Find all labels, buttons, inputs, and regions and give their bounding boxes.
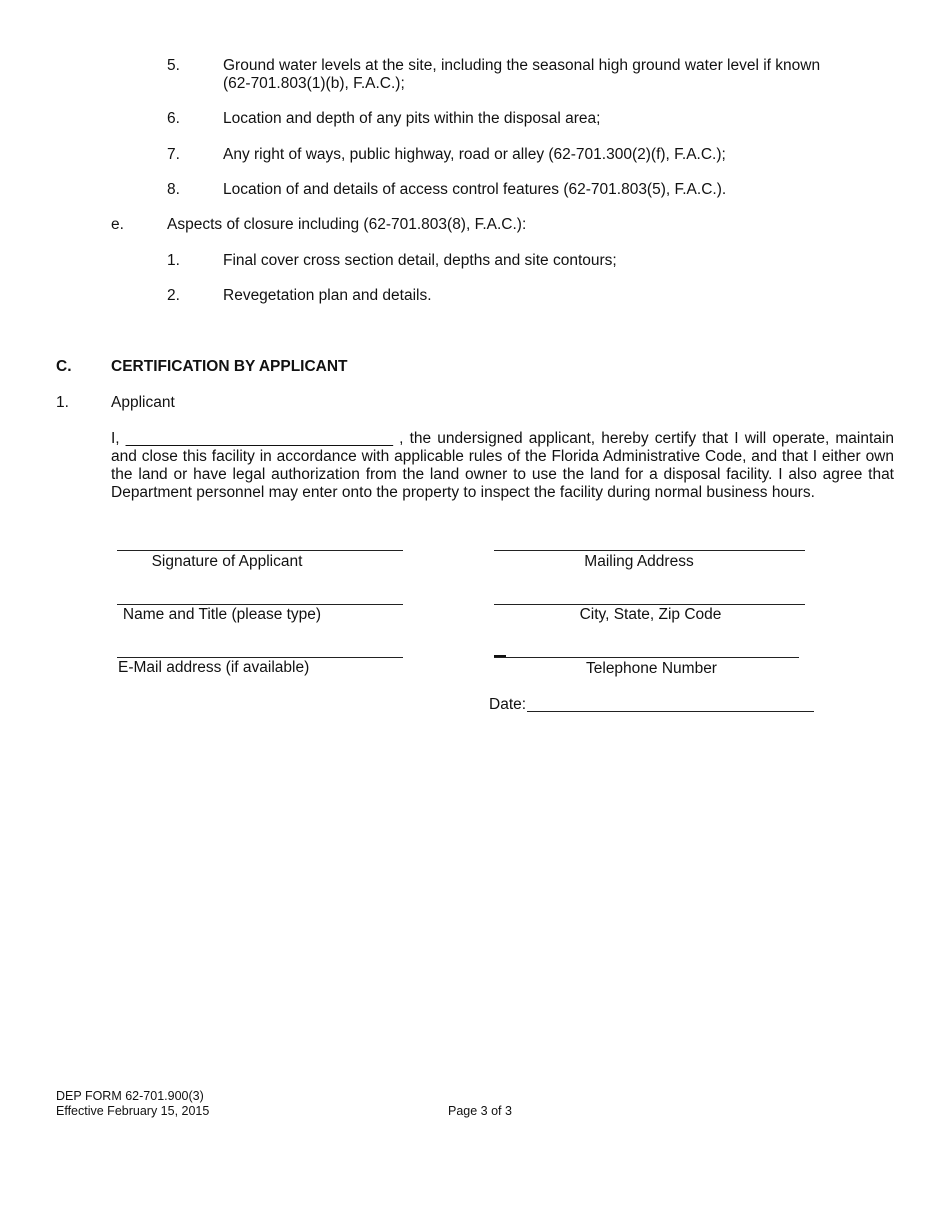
mailing-address-line[interactable] <box>494 550 805 551</box>
item-letter: e. <box>111 216 124 233</box>
signature-line[interactable] <box>117 550 403 551</box>
item-number: 6. <box>167 110 180 127</box>
date-label: Date: <box>489 696 527 713</box>
item-text: Any right of ways, public highway, road or alley (62-701.300(2)(f), F.A.C.); <box>223 146 726 163</box>
item-number: 5. <box>167 57 180 74</box>
telephone-line[interactable] <box>494 657 799 658</box>
item-number: 8. <box>167 181 180 198</box>
city-state-zip-line[interactable] <box>494 604 805 605</box>
name-title-line[interactable] <box>117 604 403 605</box>
applicant-number: 1. <box>56 394 69 411</box>
item-text: Ground water levels at the site, including the seasonal high ground water level if known (62-701.803(1)(b), F.A.C.); <box>223 57 821 92</box>
item-text: Location of and details of access control features (62-701.803(5), F.A.C.). <box>223 181 727 198</box>
name-title-label: Name and Title (please type) <box>122 606 322 623</box>
item-text: Final cover cross section detail, depths and site contours; <box>223 252 617 269</box>
item-number: 7. <box>167 146 180 163</box>
mailing-address-label: Mailing Address <box>584 553 694 570</box>
item-number: 1. <box>167 252 180 269</box>
signature-label: Signature of Applicant <box>151 553 303 570</box>
item-number: 2. <box>167 287 180 304</box>
email-label: E-Mail address (if available) <box>118 659 310 676</box>
item-e-text: Aspects of closure including (62-701.803(8), F.A.C.): <box>167 216 527 233</box>
telephone-line-mark <box>494 655 506 657</box>
item-text: Revegetation plan and details. <box>223 287 432 304</box>
section-title: CERTIFICATION BY APPLICANT <box>111 358 348 375</box>
date-line[interactable] <box>527 711 814 712</box>
page-number: Page 3 of 3 <box>448 1104 512 1118</box>
form-number: DEP FORM 62-701.900(3) <box>56 1089 204 1103</box>
city-state-zip-label: City, State, Zip Code <box>579 606 722 623</box>
section-letter: C. <box>56 358 72 375</box>
effective-date: Effective February 15, 2015 <box>56 1104 210 1118</box>
telephone-label: Telephone Number <box>586 660 717 677</box>
email-line[interactable] <box>117 657 403 658</box>
item-text: Location and depth of any pits within the disposal area; <box>223 110 601 127</box>
applicant-label: Applicant <box>111 394 175 411</box>
certification-paragraph: I, _______________________________ , the undersigned applicant, hereby certify that I will operate, maintain and close this facility in accordance with applicable rules of the Florida Administrative Code, and that I either own the land or have legal authorization from the land owner to use the land for a disposal facility. I also agree that Department personnel may enter onto the property to inspect the facility during normal business hours. <box>111 430 894 501</box>
